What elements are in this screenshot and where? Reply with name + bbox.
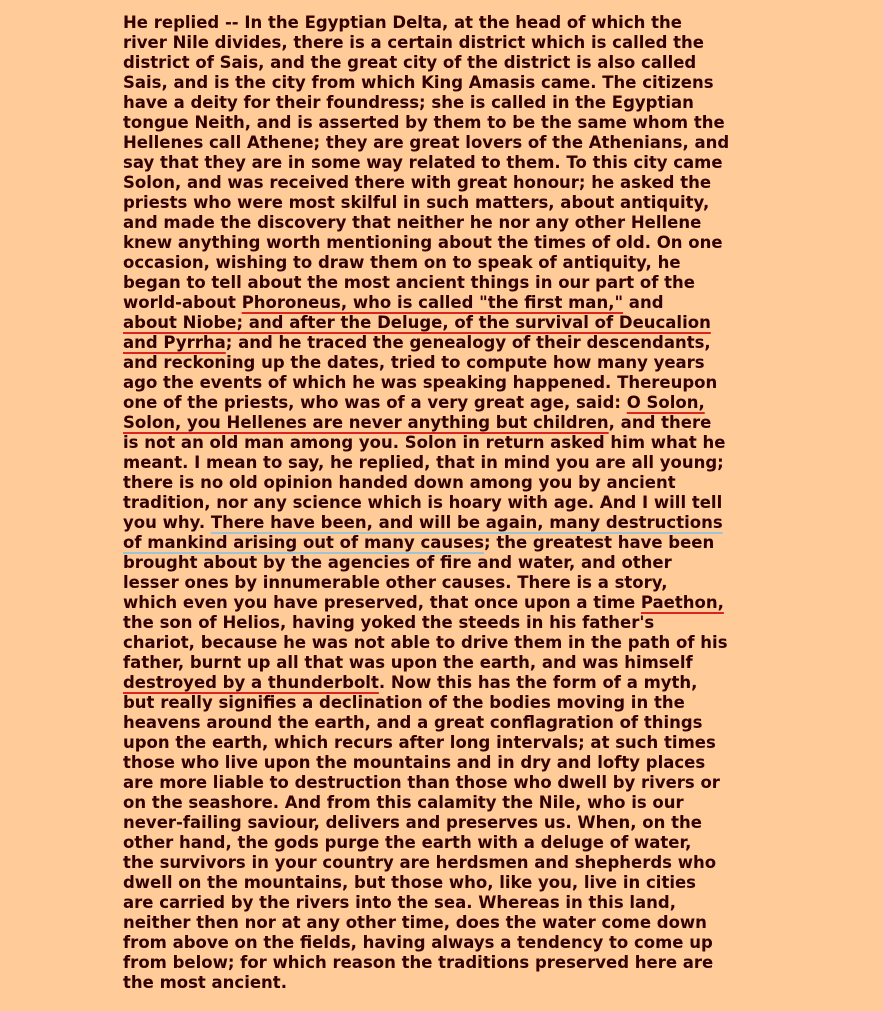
- underlined-phrase-paethon: Paethon,: [640, 593, 724, 612]
- text-segment: and: [628, 293, 664, 312]
- underlined-phrase-thunderbolt: destroyed by a thunderbolt: [123, 673, 379, 692]
- text-segment: the son of Helios, having yoked the steeds in his father's chariot, because he was not able to drive them in the path of his father, burnt up all that was upon the earth, and was himself: [123, 613, 728, 672]
- text-segment: ; the greatest have been brought about by the agencies of fire and water, and other lesser ones by innumerable other causes. There is a story, which even you have preserved, that once upon a time: [123, 533, 715, 612]
- underlined-phrase-niobe-deucalion: about Niobe; and after the Deluge, of the survival of Deucalion and Pyrrha: [123, 313, 711, 352]
- text-segment: ; and he traced the genealogy of their descendants, and reckoning up the dates, tried to compute how many years ago the events of which he was speaking happened. Thereupon one of the priests, who was of a very great age, said:: [123, 333, 718, 412]
- underlined-phrase-phoroneus: Phoroneus, who is called "the first man,": [241, 293, 624, 312]
- underlined-phrase-o-solon: O Solon, Solon, you Hellenes are never anything but children: [123, 393, 705, 432]
- underlined-phrase-destructions: There have been, and will be again, many destructions of mankind arising out of many causes: [123, 513, 723, 552]
- passage-text: [123, 13, 763, 993]
- text-segment: , and there is not an old man among you. Solon in return asked him what he meant. I mean to say, he replied, that in mind you are all young; there is no old opinion handed down among you by ancient tradition, nor any science which is hoary with age. And I will tell you why.: [123, 413, 726, 532]
- text-segment: . Now this has the form of a myth, but really signifies a declination of the bodies moving in the heavens around the earth, and a great conflagration of things upon the earth, which recurs after long intervals; at such times those who live upon the mountains and in dry and lofty places are more liable to destruction than those who dwell by rivers or on the seashore. And from this calamity the Nile, who is our never-failing saviour, delivers and preserves us. When, on the other hand, the gods purge the earth with a deluge of water, the survivors in your country are herdsmen and shepherds who dwell on the mountains, but those who, like you, live in cities are carried by the rivers into the sea. Whereas in this land, neither then nor at any other time, does the water come down from above on the fields, having always a tendency to come up from below; for which reason the traditions preserved here are the most ancient.: [123, 673, 720, 992]
- text-segment: He replied -- In the Egyptian Delta, at the head of which the river Nile divides, there is a certain district which is called the district of Sais, and the great city of the district is also called Sais, and is the city from which King Amasis came. The citizens have a deity for their foundress; she is called in the Egyptian tongue Neith, and is asserted by them to be the same whom the Hellenes call Athene; they are great lovers of the Athenians, and say that they are in some way related to them. To this city came Solon, and was received there with great honour; he asked the priests who were most skilful in such matters, about antiquity, and made the discovery that neither he nor any other Hellene knew anything worth mentioning about the times of old. On one occasion, wishing to draw them on to speak of antiquity, he began to tell about the most ancient things in our part of the world-about: [123, 13, 730, 312]
